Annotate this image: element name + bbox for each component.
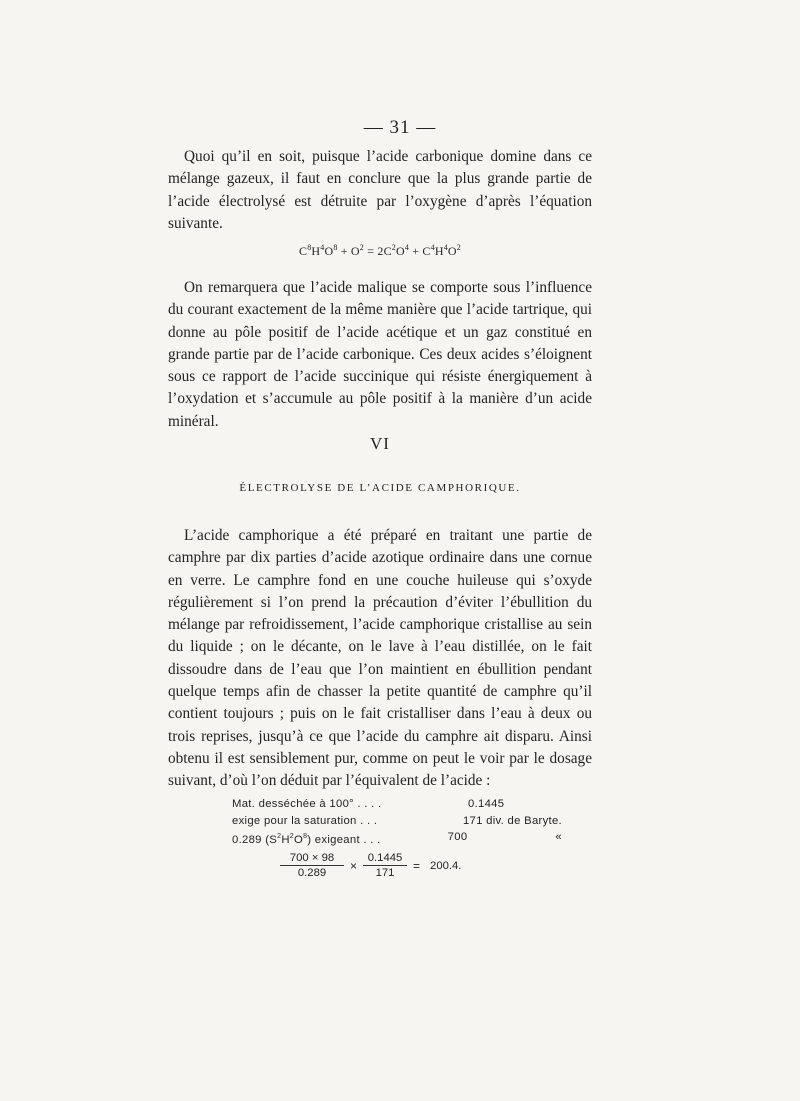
denominator: 171: [375, 867, 395, 879]
numerator: 700 × 98: [280, 852, 344, 866]
fraction: [363, 852, 407, 879]
analysis-label: 0.289 $(S^2H^2O^8)$ exigeant . . .: [232, 833, 381, 846]
equals-sign: =: [413, 858, 421, 873]
formula-result: 200.4.: [430, 859, 462, 872]
paragraph-text: Quoi qu’il en soit, puisque l’acide carbonique domine dans ce mélange gazeux, il faut en conclure que la plus grande partie de l’acide électrolysé est détruite par l’oxygène d’après l’équation suivante.: [168, 148, 592, 232]
times-sign: ×: [350, 858, 358, 873]
analysis-row: [232, 813, 562, 830]
ditto-mark: «: [555, 831, 562, 843]
analysis-label: Mat. desséchée à 100° . . . .: [232, 798, 382, 810]
denominator: 0.289: [297, 867, 327, 879]
numerator: 0.1445: [363, 852, 407, 866]
equivalent-formula: [280, 852, 461, 879]
analysis-value: 700 «: [447, 831, 562, 843]
analysis-table: [232, 796, 562, 848]
analysis-label: exige pour la saturation . . .: [232, 814, 378, 827]
analysis-row: [232, 829, 562, 848]
analysis-value: 171 div. de Baryte.: [462, 814, 562, 827]
analysis-value: 0.1445: [468, 798, 505, 810]
paragraph-malic-acid: [168, 277, 592, 433]
section-number: VI: [370, 434, 390, 453]
paragraph-camphoric-acid: [168, 525, 592, 793]
paragraph-text: L’acide camphorique a été préparé en traitant une partie de camphre par dix parties d’acide azotique ordinaire dans une cornue en verre. Le camphre fond en une couche huileuse qui s’oxyde régulièrement si l’on prend la précaution d’éviter l’ébullition du mélange par refroidissement, l’acide camphorique cristallise au sein du liquide ; on le décante, on le lave à l’eau distillée, on le fait dissoudre dans de l’eau que l’on maintient en ébullition pendant quelque temps afin de chasser la petite quantité de camphre qu’il contient toujours ; puis on le fait cristalliser dans l’eau à deux ou trois reprises, jusqu’à ce que l’acide du camphre ait disparu. Ainsi obtenu il est sensiblement pur, comme on peut le voir par le dosage suivant, d’où l’on déduit par l’équivalent de l’acide :: [168, 527, 592, 790]
page-number: — 31 —: [363, 117, 437, 138]
fraction: [280, 852, 344, 879]
section-title: ÉLECTROLYSE DE L’ACIDE CAMPHORIQUE.: [239, 482, 521, 494]
paragraph-carbonic-acid: [168, 146, 592, 235]
analysis-row: [232, 796, 562, 813]
paragraph-text: On remarquera que l’acide malique se comporte sous l’influence du courant exactement de la même manière que l’acide tartrique, qui donne au pôle positif de l’acide acétique et un gaz constitué en grande partie par de l’acide carbonique. Ces deux acides s’éloignent sous ce rapport de l’acide succinique qui résiste énergiquement à l’oxydation et s’accumule au pôle positif à la manière d’un acide minéral.: [168, 279, 592, 430]
chemical-equation: $C^8H^4O^8 + O^2 = 2C^2O^4 + C^4H^4O^2$: [298, 243, 461, 258]
